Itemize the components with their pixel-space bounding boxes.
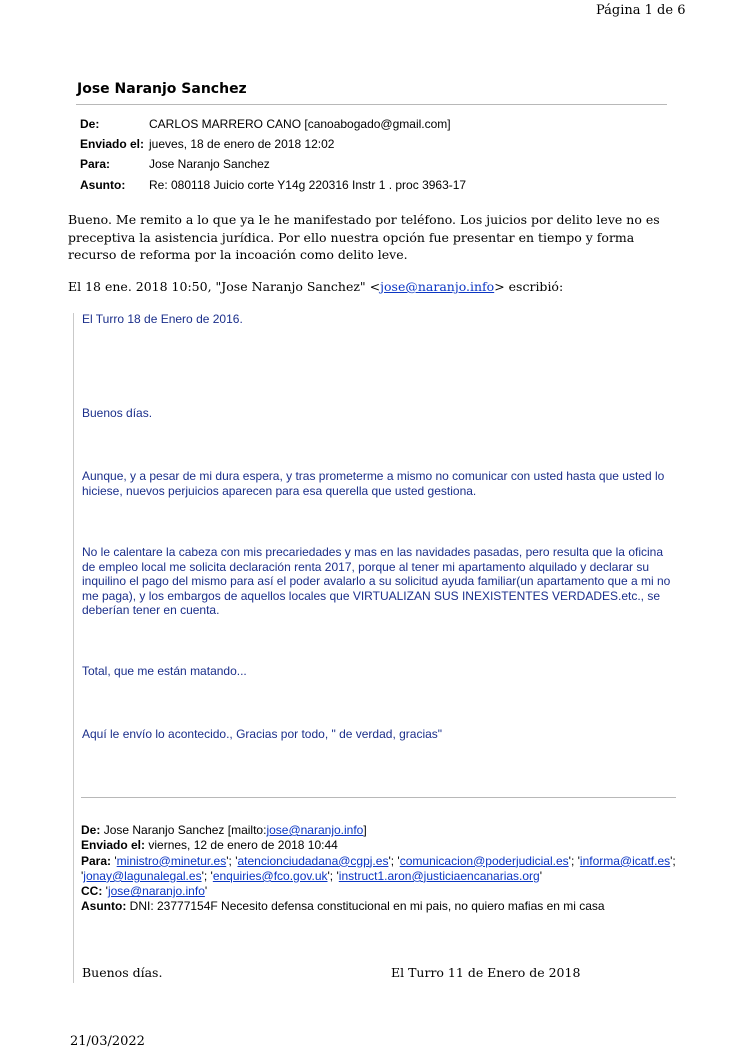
header-sent-label: Enviado el: <box>80 137 145 151</box>
fw-to-email-link[interactable]: comunicacion@poderjudicial.es <box>399 853 569 868</box>
fw-to-email-link[interactable]: ministro@minetur.es <box>116 853 227 868</box>
quote-intro-before: El 18 ene. 2018 10:50, "Jose Naranjo Sanchez" < <box>68 279 381 294</box>
header-from-label: De: <box>80 117 100 131</box>
fw-subject-value: DNI: 23777154F Necesito defensa constitucional en mi pais, no quiero mafias en mi casa <box>129 899 605 914</box>
fw-from-close: ] <box>363 823 367 837</box>
fw-sent-row <box>81 838 681 853</box>
header-to-label: Para: <box>80 157 111 171</box>
header-divider <box>76 104 667 105</box>
header-subject-value: Re: 080118 Juicio corte Y14g 220316 Instr 1 . proc 3963-17 <box>149 178 467 192</box>
forwarded-header <box>81 823 681 915</box>
fw-sent-label: Enviado el: <box>81 838 146 853</box>
forwarded-divider <box>81 797 676 798</box>
print-date: 21/03/2022 <box>70 1034 145 1049</box>
fw-from-email-link[interactable]: jose@naranjo.info <box>266 823 364 837</box>
fw-to-email-link[interactable]: enquiries@fco.gov.uk <box>212 868 328 883</box>
quote-intro-after: > escribió: <box>494 279 564 294</box>
fw-to-label: Para: <box>81 853 112 868</box>
fw-subject-label: Asunto: <box>81 899 127 914</box>
fw-subject-row <box>81 899 681 914</box>
fw-cc-row: CC: 'jose@naranjo.info' <box>81 884 208 899</box>
bottom-place-date: El Turro 11 de Enero de 2018 <box>391 965 581 980</box>
quote-bar <box>73 313 74 983</box>
header-sent-value: jueves, 18 de enero de 2018 12:02 <box>149 137 335 151</box>
fw-to-email-link[interactable]: instruct1.aron@justiciaencanarias.org <box>338 868 540 883</box>
fw-to-list: 'ministro@minetur.es'; 'atencionciudadana@cgpj.es'; 'comunicacion@poderjudicial.es'; 'informa@icatf.es'; 'jonay@lagunalegal.es'; 'enquiries@fco.gov.uk'; 'instruct1.aron@justiciaencanarias.org' <box>81 853 676 883</box>
fw-to-row <box>81 854 681 885</box>
bottom-greeting: Buenos días. <box>82 965 163 980</box>
fw-from-label: De: <box>81 823 101 837</box>
fw-to-email-link[interactable]: jonay@lagunalegal.es <box>83 868 202 883</box>
fw-sent-value: viernes, 12 de enero de 2018 10:44 <box>148 838 338 853</box>
quoted-paragraph-4: No le calentare la cabeza con mis precariedades y mas en las navidades pasadas, pero resulta que la oficina de empleo local me solicita declaración renta 2017, porque al tener mi apartamento alquilado y declarar su inquilino el pago del mismo para así el poder avalarlo a su solicitud ayuda familiar(un apartamento que a mi no me paga), y los embargos de aquellos locales que VIRTUALIZAN SUS INEXISTENTES VERDADES.etc., se deberían tener en cuenta. <box>82 545 671 617</box>
reply-body: Bueno. Me remito a lo que ya le he manifestado por teléfono. Los juicios por delito leve no es preceptiva la asistencia jurídica. Por ello nuestra opción fue presentar en tiempo y forma recurso de reforma por la incoación como delito leve. <box>68 212 660 262</box>
quoted-paragraph-5: Total, que me están matando... <box>82 664 247 678</box>
quoted-paragraph-6: Aquí le envío lo acontecido., Gracias por todo, " de verdad, gracias" <box>82 727 443 741</box>
fw-to-email-link[interactable]: informa@icatf.es <box>579 853 671 868</box>
fw-cc-email-link[interactable]: jose@naranjo.info <box>107 884 205 899</box>
quote-intro <box>68 279 563 295</box>
page-number: Página 1 de 6 <box>596 3 686 18</box>
quoted-paragraph-1: El Turro 18 de Enero de 2016. <box>82 312 243 326</box>
header-to-value: Jose Naranjo Sanchez <box>149 157 270 171</box>
fw-from-text: Jose Naranjo Sanchez [mailto: <box>103 823 267 837</box>
quoted-paragraph-2: Buenos días. <box>82 406 153 420</box>
header-subject-label: Asunto: <box>80 178 126 192</box>
quoted-paragraph-3: Aunque, y a pesar de mi dura espera, y tras prometerme a mismo no comunicar con usted hasta que usted lo hiciese, nuevos perjuicios aparecen para esa querella que usted gestiona. <box>82 469 665 498</box>
header-from-value: CARLOS MARRERO CANO [canoabogado@gmail.com] <box>149 117 451 131</box>
fw-to-email-link[interactable]: atencionciudadana@cgpj.es <box>237 853 389 868</box>
quote-intro-email-link[interactable]: jose@naranjo.info <box>380 279 495 294</box>
mailbox-owner-name: Jose Naranjo Sanchez <box>77 81 247 97</box>
fw-cc-label: CC: <box>81 884 103 899</box>
fw-from-row <box>81 823 681 838</box>
